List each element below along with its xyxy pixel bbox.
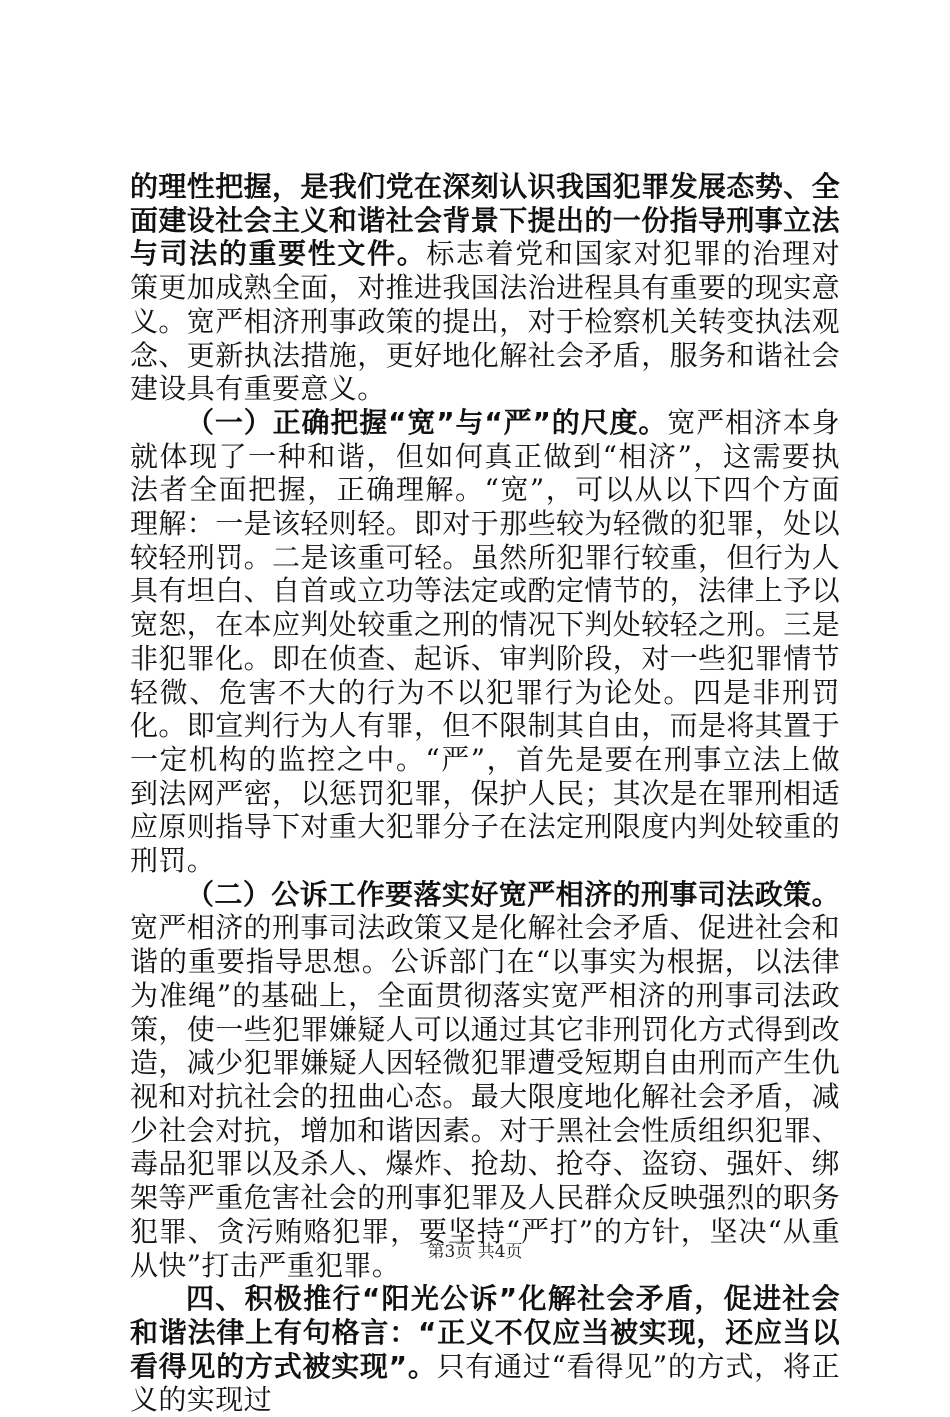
section-heading-1: （一）正确把握“宽”与“严”的尺度。 [186, 405, 668, 439]
paragraph-3 [130, 878, 840, 1282]
section-heading-2: （二）公诉工作要落实好宽严相济的刑事司法政策。 [186, 877, 840, 911]
page-footer: 第3页 共4页 [427, 1242, 523, 1262]
paragraph-4 [130, 1282, 840, 1417]
paragraph-2-text: 宽严相济本身就体现了一种和谐，但如何真正做到“相济”，这需要执法者全面把握，正确理解。“宽”，可以从以下四个方面理解：一是该轻则轻。即对于那些较为轻微的犯罪，处以较轻刑罚。二是该重可轻。虽然所犯罪行较重，但行为人具有坦白、自首或立功等法定或酌定情节的，法律上予以宽恕，在本应判处较重之刑的情况下判处较轻之刑。三是非犯罪化。即在侦查、起诉、审判阶段，对一些犯罪情节轻微、危害不大的行为不以犯罪行为论处。四是非刑罚化。即宣判行为人有罪，但不限制其自由，而是将其置于一定机构的监控之中。“严”，首先是要在刑事立法上做到法网严密，以惩罚犯罪，保护人民；其次是在罪刑相适应原则指导下对重大犯罪分子在法定刑限度内判处较重的刑罚。 [130, 405, 841, 878]
paragraph-1-bold: 的理性把握，是我们党在深刻认识我国犯罪发展态势、全面建设社会主义和谐社会背景下提出的一份指导刑事立法与司法的重要性文件。 [130, 170, 841, 271]
paragraph-1-text: 标志着党和国家对犯罪的治理对策更加成熟全面，对推进我国法治进程具有重要的现实意义。宽严相济刑事政策的提出，对于检察机关转变执法观念、更新执法措施，更好地化解社会矛盾，服务和谐社会建设具有重要意义。 [130, 237, 841, 406]
section-heading-4: 四、积极推行“阳光公诉”化解社会矛盾，促进社会和谐法律上有句格言：“正义不仅应当被实现，还应当以看得见的方式被实现”。 [130, 1282, 840, 1383]
paragraph-3-text: 宽严相济的刑事司法政策又是化解社会矛盾、促进社会和谐的重要指导思想。公诉部门在“以事实为根据，以法律为准绳”的基础上，全面贯彻落实宽严相济的刑事司法政策，使一些犯罪嫌疑人可以通过其它非刑罚化方式得到改造，减少犯罪嫌疑人因轻微犯罪遭受短期自由刑而产生仇视和对抗社会的扭曲心态。最大限度地化解社会矛盾，减少社会对抗，增加和谐因素。对于黑社会性质组织犯罪、毒品犯罪以及杀人、爆炸、抢劫、抢夺、盗窃、强奸、绑架等严重危害社会的刑事犯罪及人民群众反映强烈的职务犯罪、贪污贿赂犯罪，要坚持“严打”的方针，坚决“从重从快”打击严重犯罪。 [130, 911, 841, 1282]
paragraph-1 [130, 170, 840, 406]
paragraph-2 [130, 406, 840, 878]
paragraph-4-text: 只有通过“看得见”的方式，将正义的实现过 [130, 1349, 840, 1417]
document-body [130, 170, 840, 1417]
